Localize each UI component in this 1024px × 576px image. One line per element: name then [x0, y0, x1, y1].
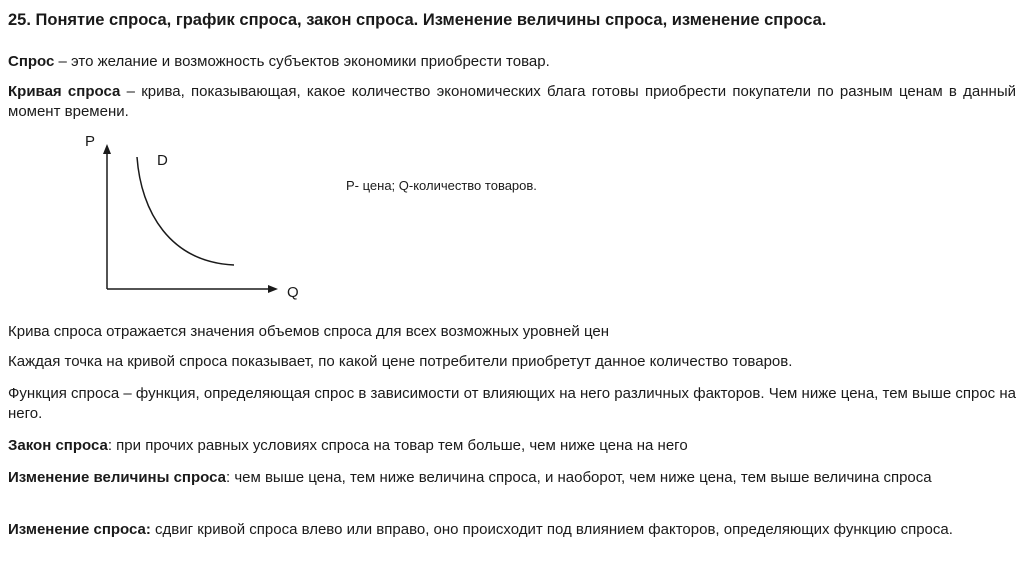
x-axis-arrow	[268, 285, 278, 293]
paragraph-curve-point: Каждая точка на кривой спроса показывает, по какой цене потребители приобретут данное количество товаров.	[8, 353, 793, 370]
definition-demand-text: – это желание и возможность субъектов экономики приобрести товар.	[54, 53, 550, 70]
paragraph-demand-function: Функция спроса – функция, определяющая спрос в зависимости от влияющих на него различных факторов. Чем ниже цена, тем выше спрос на него.	[8, 385, 1016, 422]
demand-change-text: сдвиг кривой спроса влево или вправо, оно происходит под влиянием факторов, определяющих функцию спроса.	[150, 521, 953, 538]
curve-label: D	[157, 152, 168, 169]
graph-legend: P- цена; Q-количество товаров.	[346, 178, 537, 193]
page-title: 25. Понятие спроса, график спроса, закон спроса. Изменение величины спроса, изменение спроса.	[8, 11, 827, 29]
quantity-demanded-change-text: : чем выше цена, тем ниже величина спроса, и наоборот, чем ниже цена, тем выше величина спроса	[225, 469, 932, 486]
y-axis-label: P	[85, 133, 96, 150]
demand-curve	[137, 157, 234, 265]
term-demand-curve: Кривая спроса	[8, 83, 121, 100]
quantity-demanded-change	[8, 468, 1016, 488]
term-demand: Спрос	[8, 53, 55, 70]
x-axis-label: Q	[287, 284, 299, 301]
term-demand-change: Изменение спроса:	[8, 521, 151, 538]
demand-change	[8, 520, 1016, 540]
definition-demand-curve	[8, 82, 1016, 122]
term-law-of-demand: Закон спроса	[8, 437, 108, 454]
term-quantity-demanded-change: Изменение величины спроса	[8, 469, 226, 486]
paragraph-curve-reflects: Крива спроса отражается значения объемов спроса для всех возможных уровней цен	[8, 323, 609, 340]
definition-demand-curve-text: – крива, показывающая, какое количество экономических блага готовы приобрести покупатели по разным ценам в данный момент времени.	[8, 83, 1016, 120]
y-axis-arrow	[103, 144, 111, 154]
law-of-demand	[8, 436, 1016, 456]
definition-demand	[8, 52, 1016, 72]
law-of-demand-text: : при прочих равных условиях спроса на товар тем больше, чем ниже цена на него	[107, 437, 688, 454]
